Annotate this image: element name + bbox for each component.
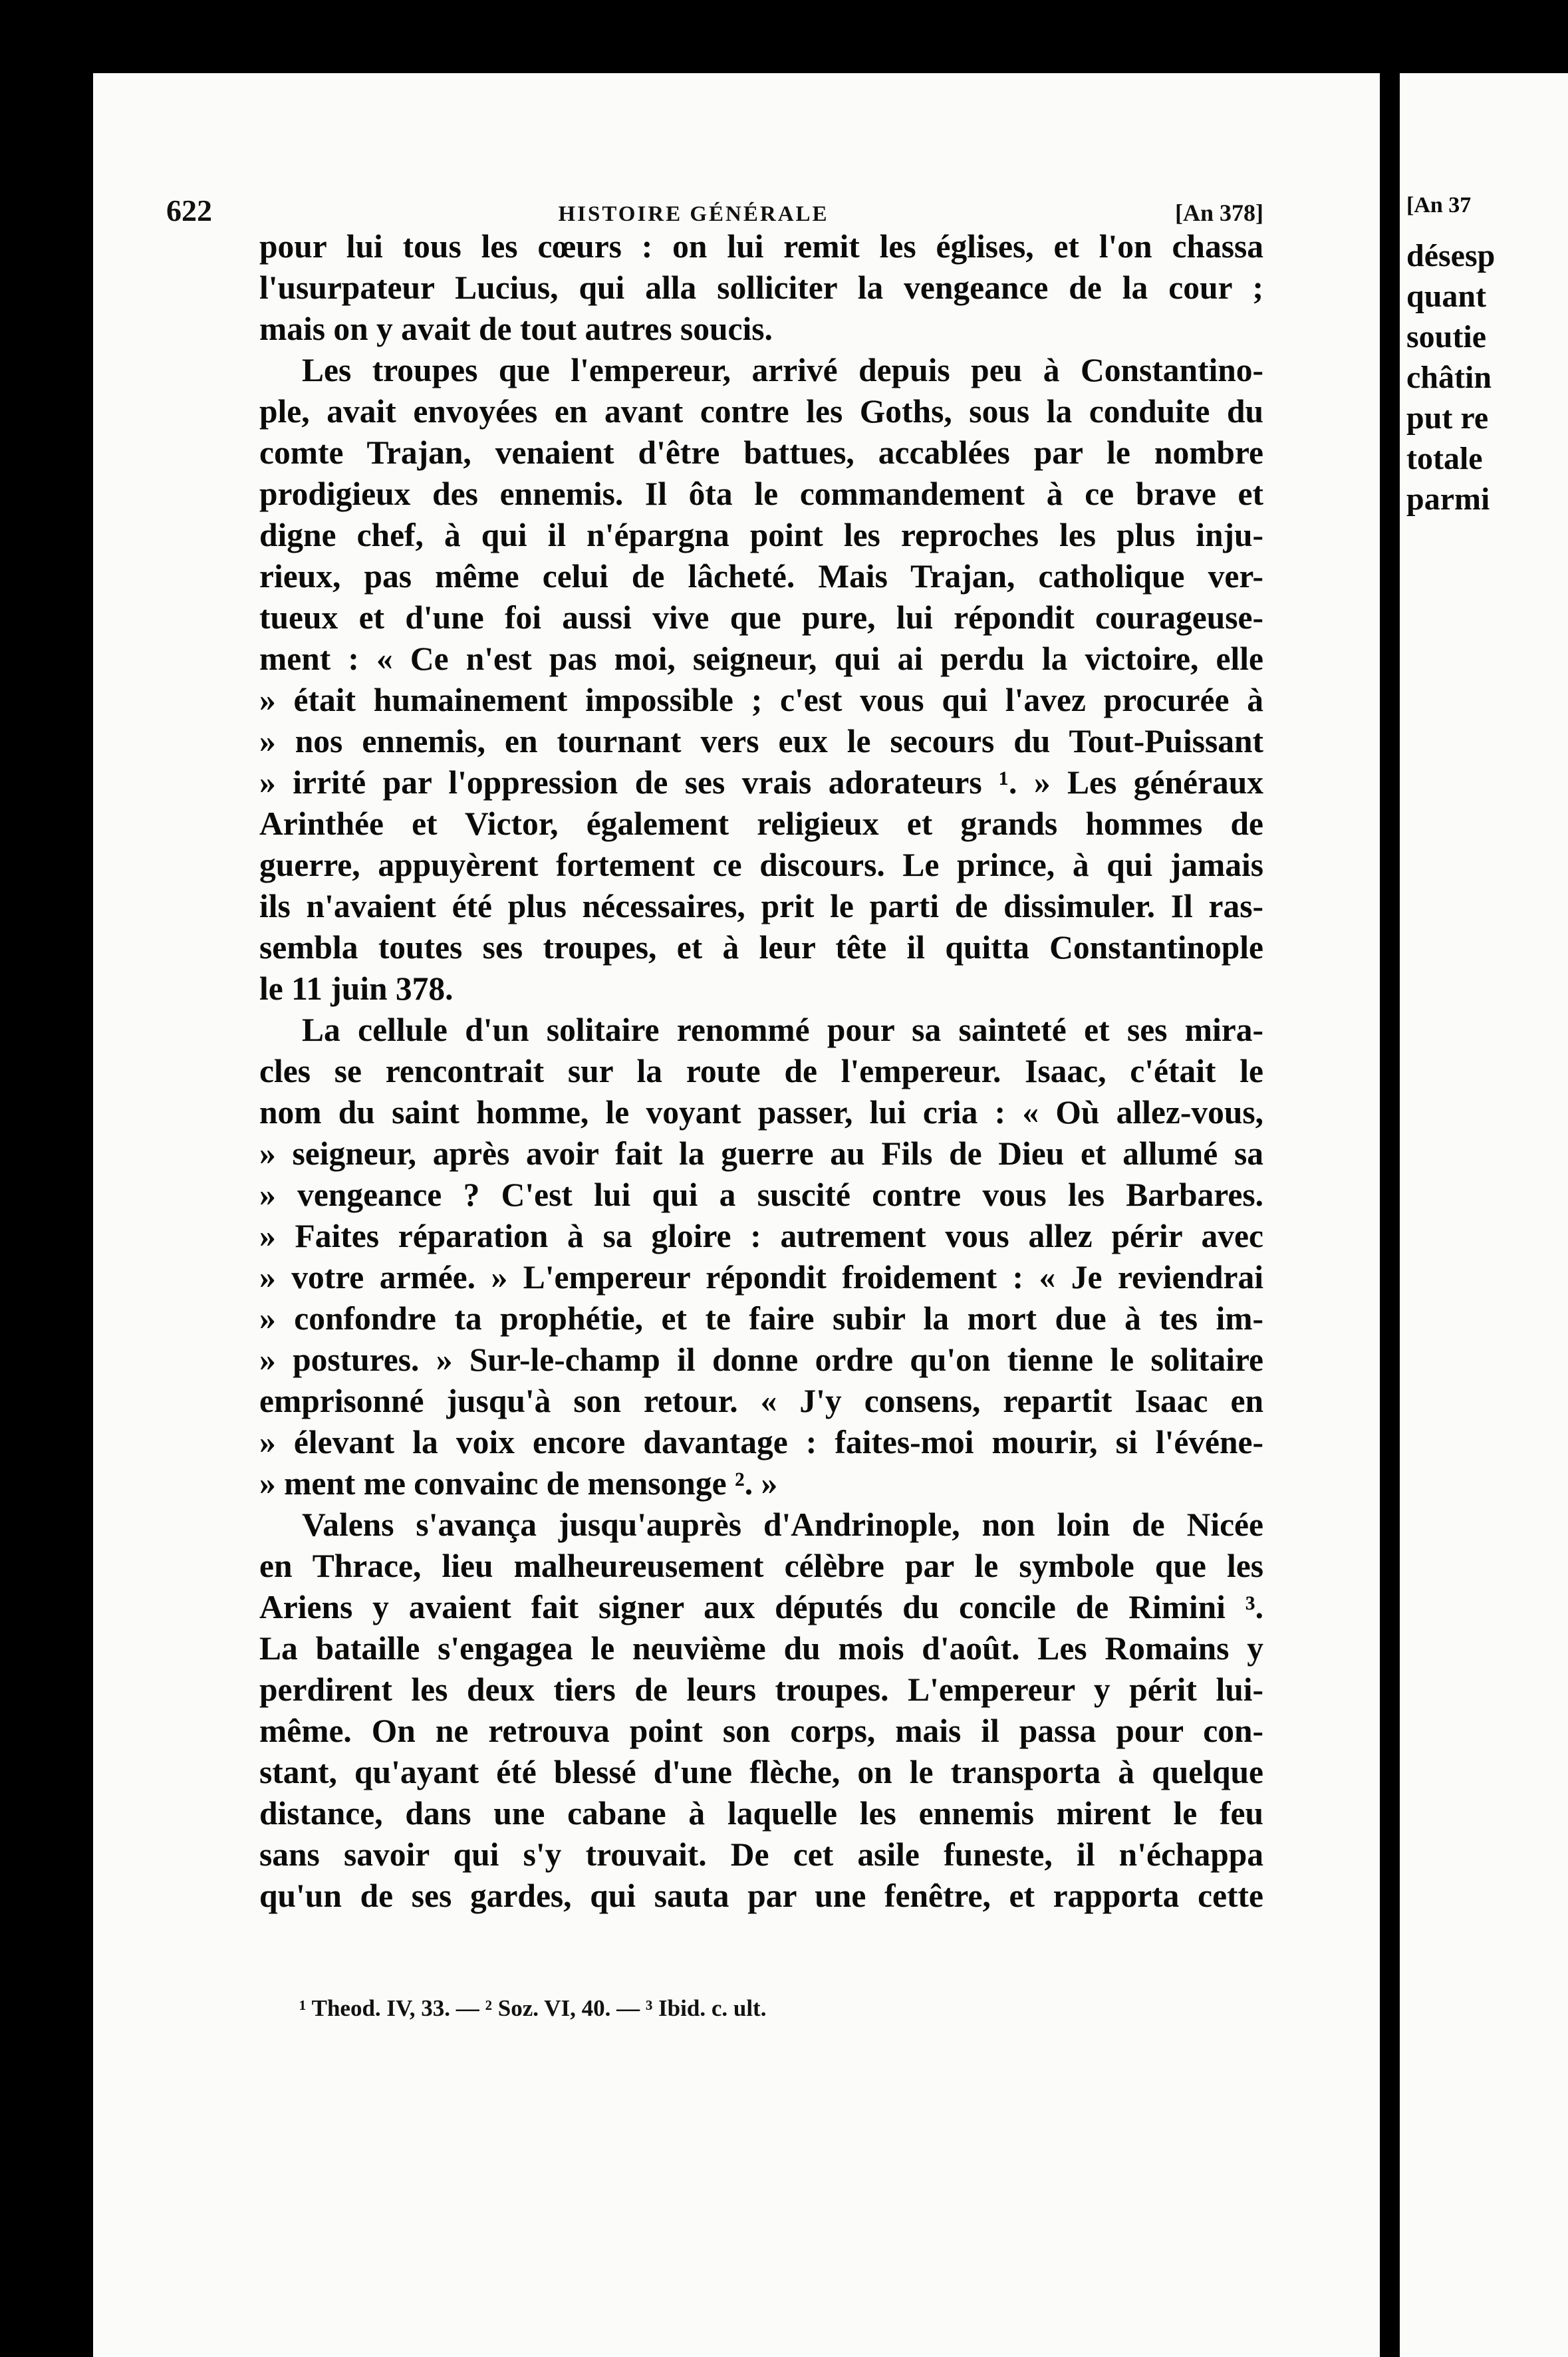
right-text-line: châtin: [1406, 360, 1492, 395]
text-line: Ariens y avaient fait signer aux députés du concile de Rimini ³.: [259, 1589, 1263, 1625]
page-header: [166, 193, 1263, 228]
text-line: même. On ne retrouva point son corps, mais il passa pour con-: [259, 1713, 1263, 1749]
right-text-line: put re: [1406, 400, 1489, 436]
text-line: ment : « Ce n'est pas moi, seigneur, qui ai perdu la victoire, elle: [259, 640, 1263, 677]
text-line: pour lui tous les cœurs : on lui remit les églises, et l'on chassa: [259, 228, 1263, 265]
text-line: Valens s'avança jusqu'auprès d'Andrinople, non loin de Nicée: [302, 1506, 1263, 1543]
page-number: 622: [166, 194, 212, 227]
text-line: l'usurpateur Lucius, qui alla solliciter la vengeance de la cour ;: [259, 269, 1263, 306]
text-line: prodigieux des ennemis. Il ôta le commandement à ce brave et: [259, 476, 1263, 512]
text-line: Les troupes que l'empereur, arrivé depuis peu à Constantino-: [302, 352, 1263, 388]
right-text-line: désesp: [1406, 238, 1496, 273]
text-line: » était humainement impossible ; c'est vous qui l'avez procurée à: [259, 682, 1263, 718]
text-line: » seigneur, après avoir fait la guerre au Fils de Dieu et allumé sa: [259, 1135, 1263, 1172]
text-line: ple, avait envoyées en avant contre les Goths, sous la conduite du: [259, 393, 1263, 430]
text-line: » Faites réparation à sa gloire : autrement vous allez périr avec: [259, 1218, 1263, 1254]
right-text-line: parmi: [1406, 482, 1490, 517]
text-line: distance, dans une cabane à laquelle les ennemis mirent le feu: [259, 1795, 1263, 1832]
right-page-header: [An 37: [1406, 193, 1472, 217]
text-line: Arinthée et Victor, également religieux et grands hommes de: [259, 805, 1263, 842]
right-text-line: soutie: [1406, 319, 1486, 354]
text-line: » élevant la voix encore davantage : faites-moi mourir, si l'événe-: [259, 1424, 1263, 1460]
text-line: mais on y avait de tout autres soucis.: [259, 311, 773, 347]
text-line: » ment me convainc de mensonge ². »: [259, 1465, 778, 1502]
body-text: [259, 226, 1263, 1917]
text-line: » postures. » Sur-le-champ il donne ordre qu'on tienne le solitaire: [259, 1341, 1263, 1378]
text-line: cles se rencontrait sur la route de l'empereur. Isaac, c'était le: [259, 1053, 1263, 1089]
text-line: perdirent les deux tiers de leurs troupes. L'empereur y périt lui-: [259, 1671, 1263, 1708]
text-line: sans savoir qui s'y trouvait. De cet asile funeste, il n'échappa: [259, 1836, 1263, 1873]
text-line: nom du saint homme, le voyant passer, lui cria : « Où allez-vous,: [259, 1094, 1263, 1131]
right-text-line: quant: [1406, 279, 1487, 314]
text-line: » confondre ta prophétie, et te faire subir la mort due à tes im-: [259, 1300, 1263, 1337]
text-line: La cellule d'un solitaire renommé pour sa sainteté et ses mira-: [302, 1012, 1263, 1048]
text-line: en Thrace, lieu malheureusement célèbre par le symbole que les: [259, 1548, 1263, 1584]
header-year: [An 378]: [1175, 200, 1263, 226]
text-line: » irrité par l'oppression de ses vrais adorateurs ¹. » Les généraux: [259, 764, 1263, 801]
text-line: » nos ennemis, en tournant vers eux le secours du Tout-Puissant: [259, 723, 1263, 760]
text-line: tueux et d'une foi aussi vive que pure, lui répondit courageuse-: [259, 599, 1263, 636]
text-line: » votre armée. » L'empereur répondit froidement : « Je reviendrai: [259, 1259, 1263, 1296]
text-line: » vengeance ? C'est lui qui a suscité contre vous les Barbares.: [259, 1177, 1263, 1213]
text-line: La bataille s'engagea le neuvième du mois d'août. Les Romains y: [259, 1630, 1263, 1667]
running-title: HISTOIRE GÉNÉRALE: [558, 202, 829, 226]
text-line: rieux, pas même celui de lâcheté. Mais Trajan, catholique ver-: [259, 558, 1263, 595]
text-line: stant, qu'ayant été blessé d'une flèche, on le transporta à quelque: [259, 1754, 1263, 1790]
right-text-line: totale: [1406, 441, 1483, 476]
text-line: emprisonné jusqu'à son retour. « J'y consens, repartit Isaac en: [259, 1383, 1263, 1419]
right-page-text: [1406, 193, 1495, 519]
text-line: qu'un de ses gardes, qui sauta par une fenêtre, et rapporta cette: [259, 1877, 1263, 1914]
text-line: le 11 juin 378.: [259, 970, 454, 1007]
text-line: ils n'avaient été plus nécessaires, prit le parti de dissimuler. Il ras-: [259, 888, 1263, 924]
text-line: guerre, appuyèrent fortement ce discours. Le prince, à qui jamais: [259, 847, 1263, 883]
footnotes: ¹ Theod. IV, 33. — ² Soz. VI, 40. — ³ Ibid. c. ult.: [299, 1995, 767, 2021]
text-line: sembla toutes ses troupes, et à leur tête il quitta Constantinople: [259, 929, 1263, 966]
text-line: digne chef, à qui il n'épargna point les reproches les plus inju-: [259, 517, 1263, 553]
text-line: comte Trajan, venaient d'être battues, accablées par le nombre: [259, 434, 1263, 471]
